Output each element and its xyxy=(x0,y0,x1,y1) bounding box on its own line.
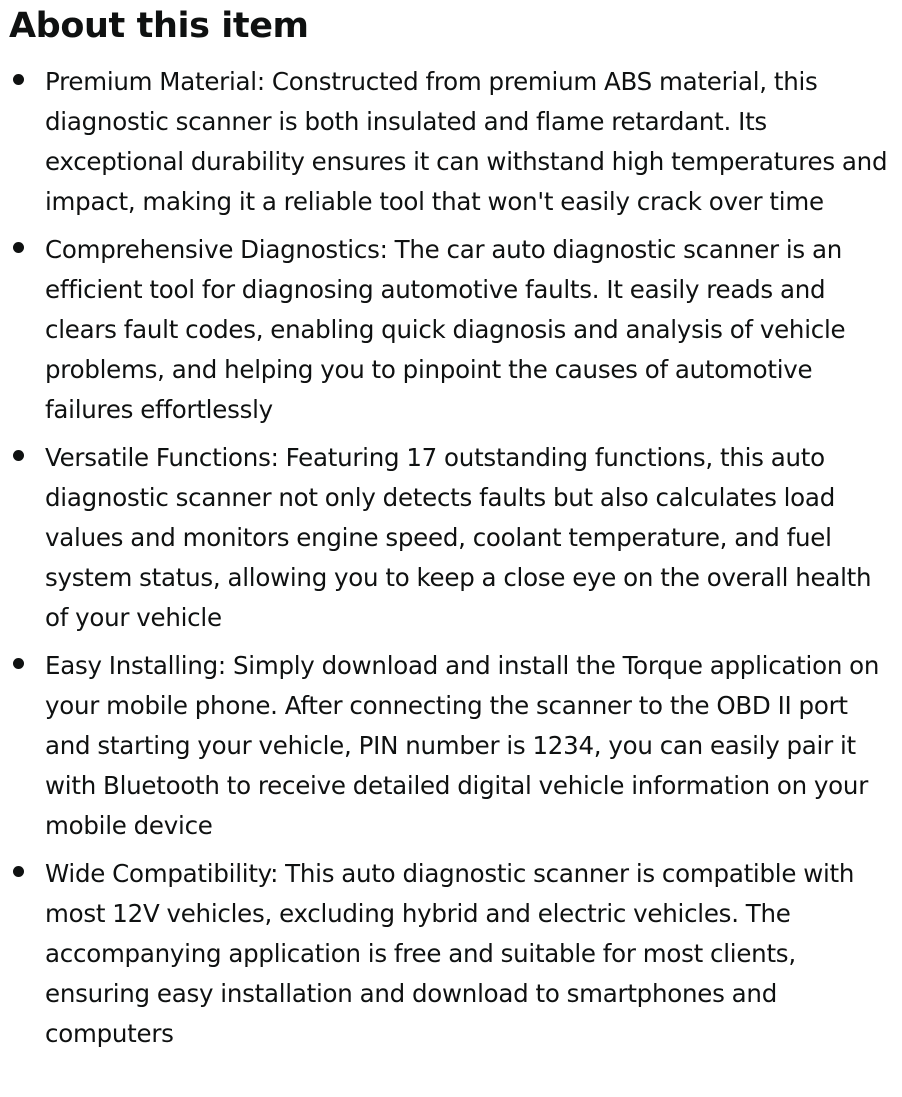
bullet-dot-icon xyxy=(13,450,24,461)
feature-bullet-comprehensive-diagnostics xyxy=(9,230,902,430)
feature-bullet-premium-material xyxy=(9,62,902,222)
bullet-dot-icon xyxy=(13,74,24,85)
section-title: About this item xyxy=(9,6,309,46)
bullet-text: Premium Material: Constructed from premium ABS material, this diagnostic scanner is both insulated and flame retardant. Its exceptional durability ensures it can withstand high temperatures and impact, making it a reliable tool that won't easily crack over time xyxy=(45,67,888,216)
bullet-dot-icon xyxy=(13,242,24,253)
feature-bullet-versatile-functions xyxy=(9,438,902,638)
feature-bullet-easy-installing xyxy=(9,646,902,846)
bullet-text: Versatile Functions: Featuring 17 outstanding functions, this auto diagnostic scanner not only detects faults but also calculates load values and monitors engine speed, coolant temperature, and fuel system status, allowing you to keep a close eye on the overall health of your vehicle xyxy=(45,443,872,632)
feature-bullet-list xyxy=(9,62,902,1054)
bullet-dot-icon xyxy=(13,658,24,669)
bullet-text: Easy Installing: Simply download and install the Torque application on your mobile phone. After connecting the scanner to the OBD II port and starting your vehicle, PIN number is 1234, you can easily pair it with Bluetooth to receive detailed digital vehicle information on your mobile device xyxy=(45,651,880,840)
bullet-text: Wide Compatibility: This auto diagnostic scanner is compatible with most 12V vehicles, excluding hybrid and electric vehicles. The accompanying application is free and suitable for most clients, ensuring easy installation and download to smartphones and computers xyxy=(45,859,855,1048)
bullet-dot-icon xyxy=(13,866,24,877)
feature-bullet-wide-compatibility xyxy=(9,854,902,1054)
bullet-text: Comprehensive Diagnostics: The car auto diagnostic scanner is an efficient tool for diagnosing automotive faults. It easily reads and clears fault codes, enabling quick diagnosis and analysis of vehicle problems, and helping you to pinpoint the causes of automotive failures effortlessly xyxy=(45,235,846,424)
